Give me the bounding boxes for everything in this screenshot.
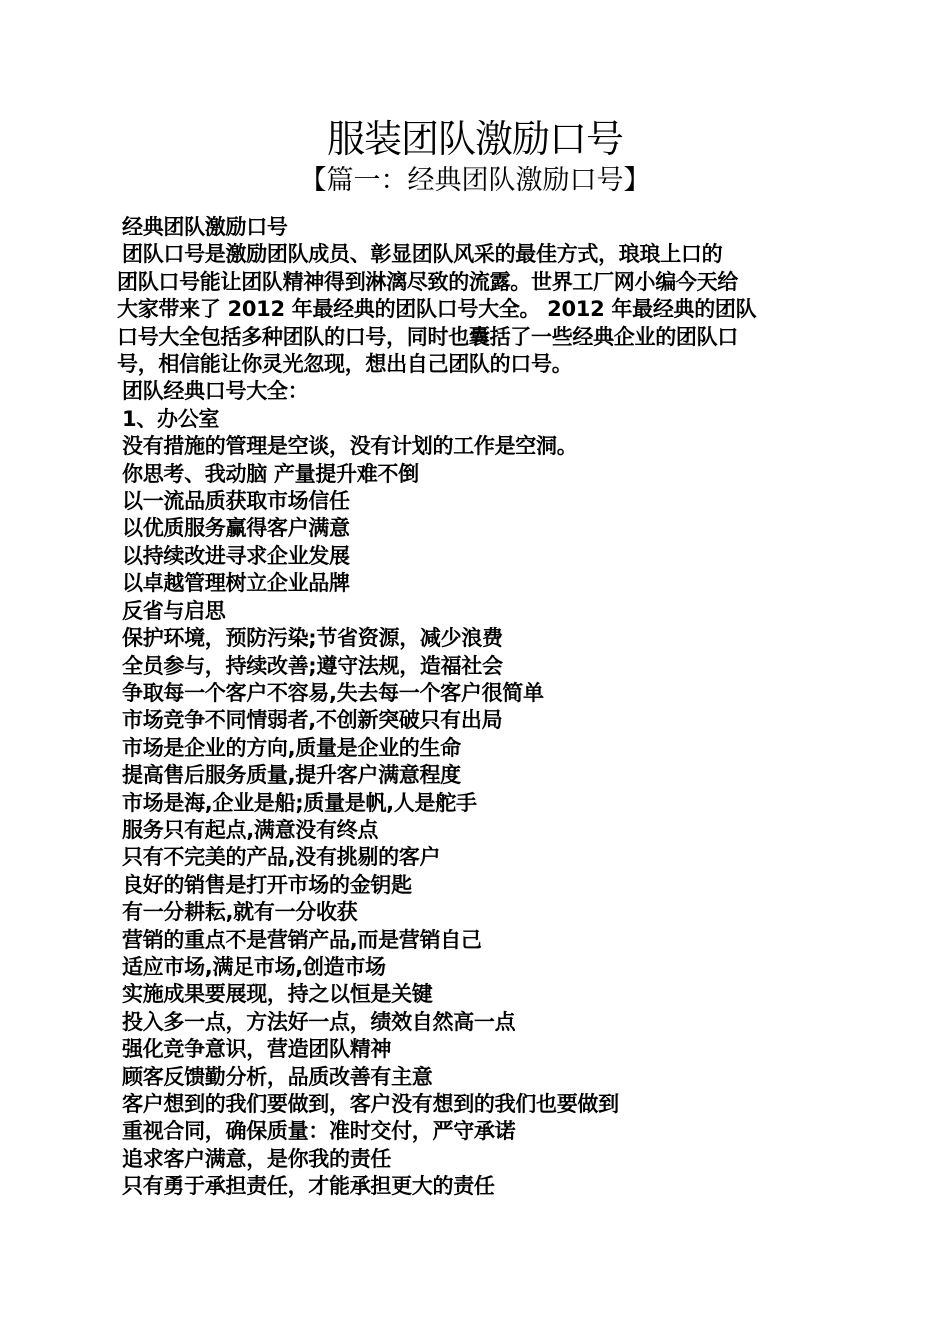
- slogan-item: 以卓越管理树立企业品牌: [122, 571, 350, 596]
- slogan-item: 以一流品质获取市场信任: [122, 489, 350, 514]
- slogan-item: 市场是企业的方向,质量是企业的生命: [122, 735, 461, 760]
- slogan-item: 顾客反馈勤分析，品质改善有主意: [122, 1064, 433, 1089]
- slogan-item: 强化竞争意识，营造团队精神: [122, 1037, 392, 1062]
- list-heading: 团队经典口号大全：: [122, 379, 309, 404]
- slogan-item: 以持续改进寻求企业发展: [122, 543, 350, 568]
- slogan-item: 没有措施的管理是空谈，没有计划的工作是空洞。: [122, 434, 578, 459]
- slogan-item: 实施成果要展现，持之以恒是关键: [122, 982, 433, 1007]
- intro-line: 大家带来了 2012 年最经典的团队口号大全。 2012 年最经典的团队: [117, 297, 757, 322]
- slogan-item: 有一分耕耘,就有一分收获: [122, 900, 358, 925]
- intro-line: 口号大全包括多种团队的口号，同时也囊括了一些经典企业的团队口: [117, 324, 738, 349]
- intro-paragraph: [117, 241, 839, 378]
- slogan-item: 重视合同，确保质量：准时交付，严守承诺: [122, 1119, 516, 1144]
- slogan-item: 只有不完美的产品,没有挑剔的客户: [122, 845, 441, 870]
- slogan-item: 提高售后服务质量,提升客户满意程度: [122, 763, 461, 788]
- slogan-item: 只有勇于承担责任，才能承担更大的责任: [122, 1174, 495, 1199]
- slogan-item: 争取每一个客户不容易,失去每一个客户很简单: [122, 680, 544, 705]
- intro-line: 团队口号是激励团队成员、彰显团队风采的最佳方式，琅琅上口的: [122, 242, 723, 267]
- slogan-item: 投入多一点，方法好一点，绩效自然高一点: [122, 1009, 516, 1034]
- slogan-item: 服务只有起点,满意没有终点: [122, 817, 379, 842]
- slogan-item: 以优质服务赢得客户满意: [122, 516, 350, 541]
- slogan-item: 保护环境，预防污染;节省资源，减少浪费: [122, 626, 503, 651]
- slogan-item: 适应市场,满足市场,创造市场: [122, 954, 386, 979]
- document-subtitle: 【篇一：经典团队激励口号】: [299, 165, 651, 196]
- slogan-list: [117, 433, 839, 1200]
- slogan-item: 市场是海,企业是船;质量是帆,人是舵手: [122, 790, 477, 815]
- category-heading: 1、办公室: [122, 406, 220, 431]
- section-heading: 经典团队激励口号: [122, 215, 288, 239]
- slogan-item: 全员参与，持续改善;遵守法规，造福社会: [122, 653, 503, 678]
- slogan-item: 市场竞争不同情弱者,不创新突破只有出局: [122, 708, 503, 733]
- slogan-item: 客户想到的我们要做到，客户没有想到的我们也要做到: [122, 1092, 619, 1116]
- slogan-item: 你思考、我动脑 产量提升难不倒: [122, 461, 419, 486]
- slogan-item: 反省与启思: [122, 598, 226, 623]
- intro-line: 号，相信能让你灵光忽现，想出自己团队的口号。: [117, 352, 573, 377]
- slogan-item: 追求客户满意，是你我的责任: [122, 1146, 392, 1171]
- slogan-item: 营销的重点不是营销产品,而是营销自己: [122, 927, 482, 952]
- document-title: 服装团队激励口号: [326, 117, 623, 161]
- intro-line: 团队口号能让团队精神得到淋漓尽致的流露。世界工厂网小编今天给: [117, 269, 738, 294]
- document-body: [117, 214, 839, 1201]
- slogan-item: 良好的销售是打开市场的金钥匙: [122, 872, 412, 897]
